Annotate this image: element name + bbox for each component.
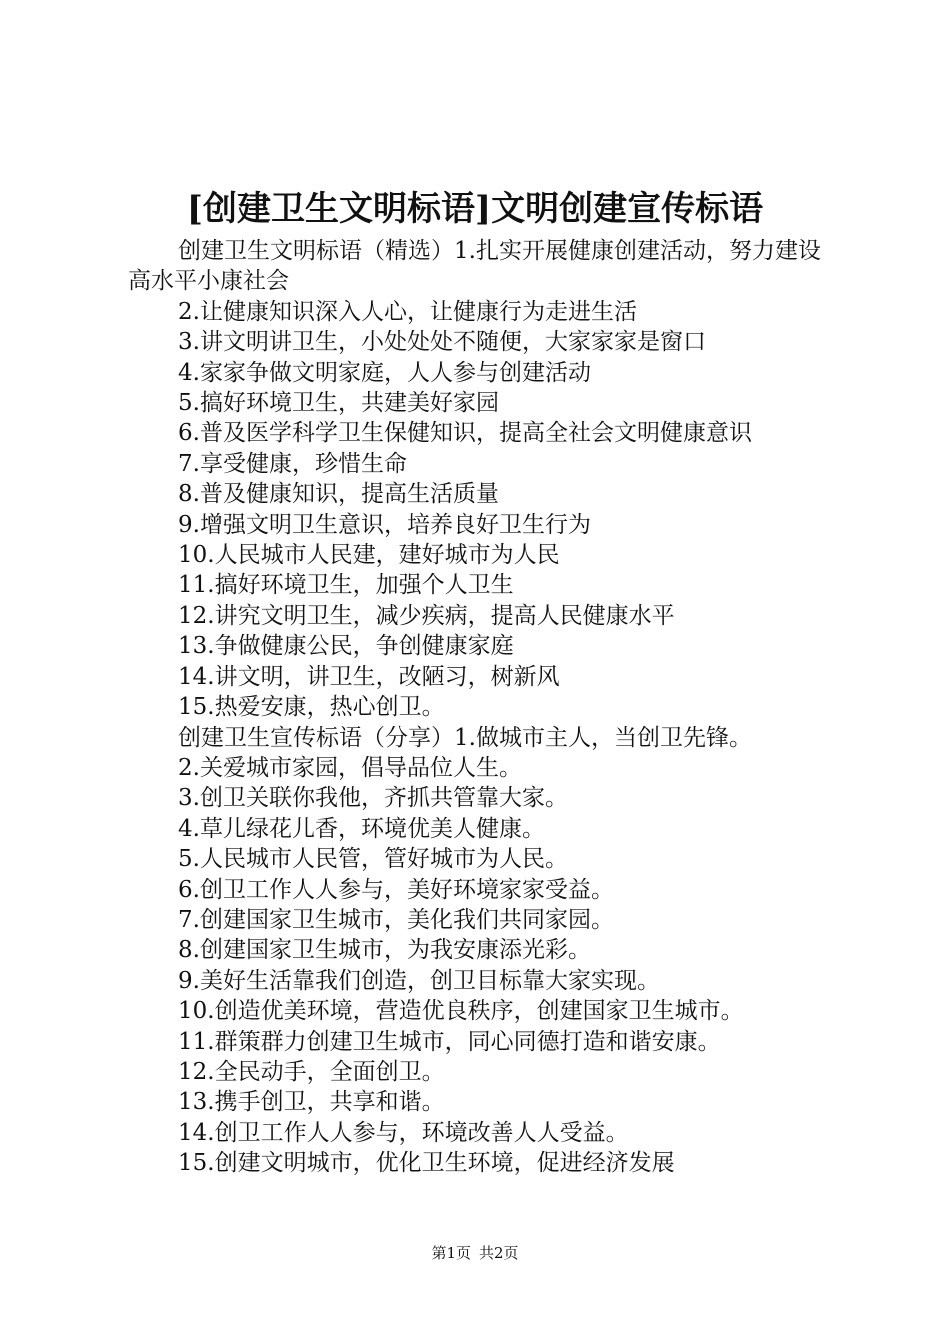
list-item: 5.搞好环境卫生，共建美好家园	[178, 390, 499, 417]
list-item: 15.热爱安康，热心创卫。	[178, 694, 445, 721]
page-number: 第1页	[431, 1244, 471, 1262]
list-item: 7.享受健康，珍惜生命	[178, 450, 407, 477]
list-item: 14.讲文明，讲卫生，改陋习，树新风	[178, 663, 560, 690]
list-item: 4.家家争做文明家庭，人人参与创建活动	[178, 359, 591, 386]
list-item: 2.关爱城市家园，倡导品位人生。	[178, 754, 522, 781]
list-item: 4.草儿绿花儿香，环境优美人健康。	[178, 815, 545, 842]
list-item: 13.携手创卫，共享和谐。	[178, 1089, 445, 1116]
page-total: 共2页	[479, 1244, 519, 1262]
list-item: 15.创建文明城市，优化卫生环境，促进经济发展	[178, 1150, 675, 1177]
list-item: 14.创卫工作人人参与，环境改善人人受益。	[178, 1119, 629, 1146]
list-item: 8.普及健康知识，提高生活质量	[178, 481, 499, 508]
list-item: 7.创建国家卫生城市，美化我们共同家园。	[178, 906, 614, 933]
document-body	[128, 236, 828, 1179]
list-item: 10.人民城市人民建，建好城市为人民	[178, 542, 560, 569]
list-item: 9.增强文明卫生意识，培养良好卫生行为	[178, 511, 591, 538]
slogan-list-1	[128, 297, 828, 723]
page-footer	[0, 1243, 950, 1263]
list-item: 3.讲文明讲卫生，小处处处不随便，大家家家是窗口	[178, 329, 706, 356]
list-item: 6.普及医学科学卫生保健知识，提高全社会文明健康意识	[178, 420, 752, 447]
slogan-list-2	[128, 753, 828, 1179]
list-item: 11.群策群力创建卫生城市，同心同德打造和谐安康。	[178, 1028, 721, 1055]
list-item: 5.人民城市人民管，管好城市为人民。	[178, 846, 568, 873]
list-item: 9.美好生活靠我们创造，创卫目标靠大家实现。	[178, 967, 660, 994]
list-item: 12.讲究文明卫生，减少疾病，提高人民健康水平	[178, 602, 675, 629]
list-item: 13.争做健康公民，争创健康家庭	[178, 633, 514, 660]
list-item: 11.搞好环境卫生，加强个人卫生	[178, 572, 514, 599]
list-item: 6.创卫工作人人参与，美好环境家家受益。	[178, 876, 614, 903]
document-title: [创建卫生文明标语]文明创建宣传标语	[186, 189, 764, 229]
intro-paragraph-1: 创建卫生文明标语（精选）1.扎实开展健康创建活动，努力建设高水平小康社会	[128, 238, 821, 295]
list-item: 2.让健康知识深入人心，让健康行为走进生活	[178, 298, 637, 325]
list-item: 12.全民动手，全面创卫。	[178, 1058, 445, 1085]
list-item: 8.创建国家卫生城市，为我安康添光彩。	[178, 937, 591, 964]
list-item: 3.创卫关联你我他，齐抓共管靠大家。	[178, 785, 568, 812]
intro-paragraph-2: 创建卫生宣传标语（分享）1.做城市主人，当创卫先锋。	[178, 724, 752, 751]
list-item: 10.创造优美环境，营造优良秩序，创建国家卫生城市。	[178, 998, 744, 1025]
